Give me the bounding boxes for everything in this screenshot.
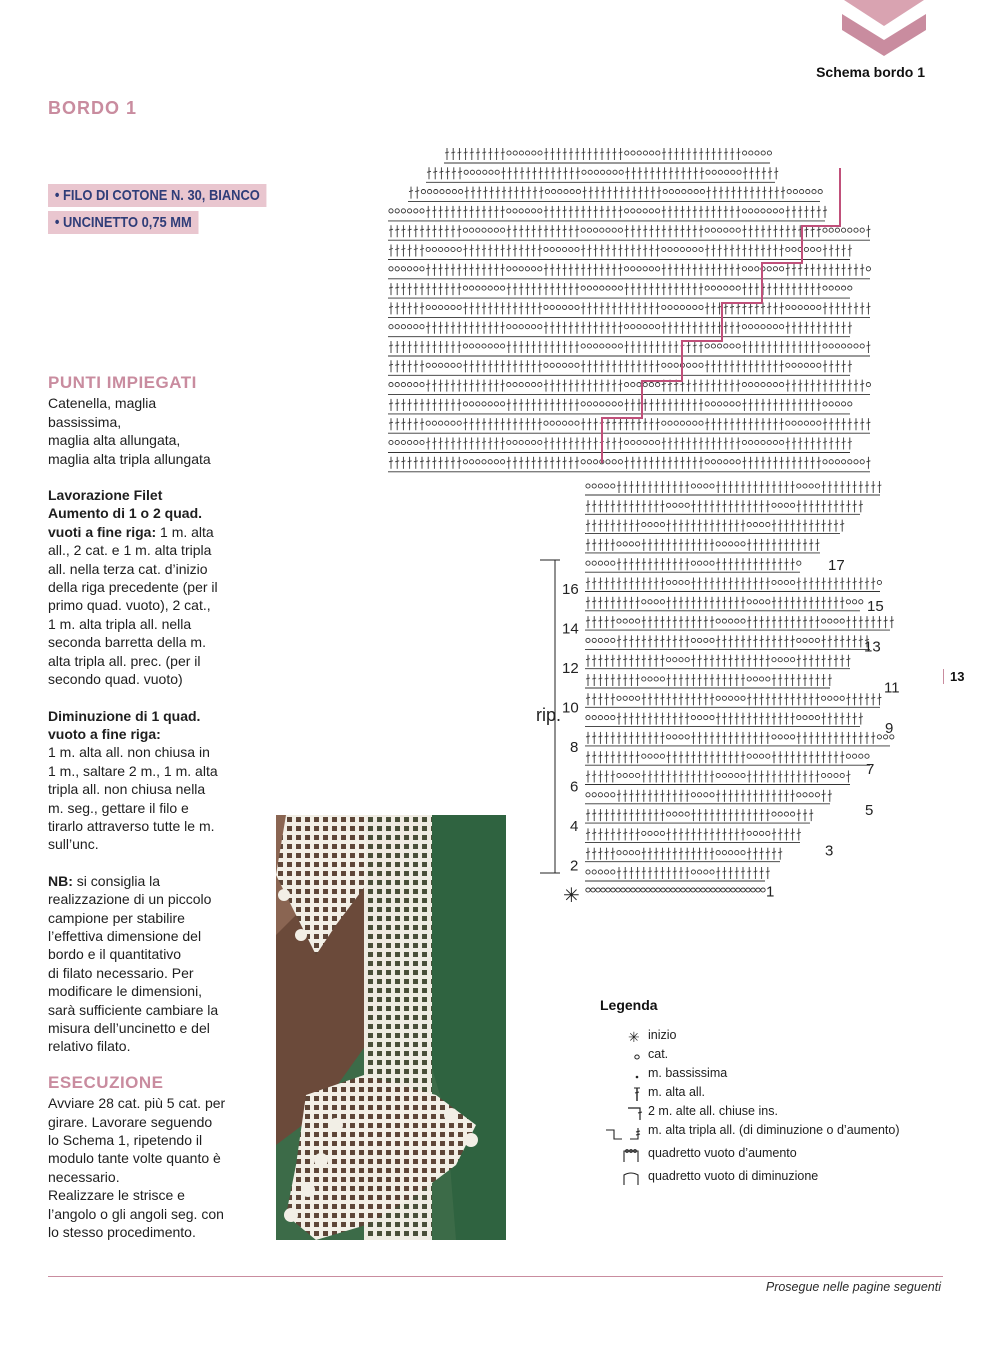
lavorazione-heading: Lavorazione Filet	[48, 487, 163, 504]
aumento-text: all., 2 cat. e 1 m. alta tripla all. nella terza cat. d’inizio della riga precedente (per il primo quad. vuoto), 2 cat., 1 m. alta tripla all. nella seconda barretta della m. alta tripla all. prec. (per il secondo quad. vuoto)	[48, 542, 218, 688]
material-hook: • UNCINETTO 0,75 MM	[48, 211, 199, 234]
dc2tog-icon	[600, 1103, 646, 1122]
row-number-right: 11	[884, 679, 900, 697]
aumento-subheading: vuoti a fine riga:	[48, 523, 157, 540]
legend	[600, 997, 900, 1187]
footer-divider	[48, 1276, 943, 1277]
material-yarn: • FILO DI COTONE N. 30, BIANCO	[48, 184, 267, 207]
aumento-text-start: 1 m. alta	[156, 523, 214, 540]
dc-icon	[600, 1084, 646, 1103]
row-number-right: 3	[825, 842, 834, 860]
diminuzione-section	[48, 707, 258, 854]
diminuzione-text: 1 m. alta all. non chiusa in 1 m., saltare 2 m., 1 m. alta tripla all. non chiusa nella m. seg., gettare il filo e tirarlo attraverso tutte le m. sull’unc.	[48, 744, 218, 853]
diminuzione-heading: Diminuzione di 1 quad. vuoto a fine riga:	[48, 707, 201, 742]
pattern-title: BORDO 1	[48, 98, 138, 118]
legend-item: m. alta all.	[600, 1084, 658, 1103]
esecuzione-title: ESECUZIONE	[48, 1072, 164, 1092]
lavorazione-section	[48, 486, 258, 688]
tr-icon	[600, 1122, 646, 1141]
dot-icon	[600, 1065, 646, 1084]
row-number-left: 14	[562, 620, 579, 638]
page-number: 13	[943, 669, 964, 684]
legend-item: m. bassissima	[600, 1065, 658, 1084]
row-number-right: 15	[867, 597, 884, 615]
legend-item: cat.	[600, 1046, 658, 1065]
chain-icon	[600, 1046, 646, 1065]
row-number-right: 1	[766, 883, 775, 901]
materials-list	[48, 184, 302, 238]
nb-text: si consiglia la realizzazione di un piccolo campione per stabilire l’effettiva dimensione del bordo e il quantitativo di filato necessario. Per modificare le dimensioni, sarà sufficiente cambiare la misura dell’uncinetto e del relativo filato.	[48, 872, 219, 1055]
legend-item: 2 m. alte all. chiuse ins.	[600, 1103, 658, 1122]
crochet-chart	[380, 138, 920, 908]
schema-title: Schema bordo 1	[816, 64, 925, 80]
legend-title: Legenda	[600, 997, 658, 1013]
repeat-label: rip.	[536, 705, 562, 725]
row-number-left: 12	[562, 660, 579, 677]
nb-section	[48, 872, 258, 1056]
start-symbol: ✳	[563, 885, 580, 907]
punti-text: Catenella, maglia bassissima, maglia alta allungata, maglia alta tripla allungata	[48, 395, 211, 467]
nb-label: NB:	[48, 872, 73, 889]
row-number-left: 8	[570, 739, 579, 756]
legend-item: quadretto vuoto d’aumento	[600, 1145, 658, 1164]
row-number-left: 10	[562, 699, 579, 717]
row-number-right: 5	[865, 801, 874, 819]
legend-item: quadretto vuoto di diminuzione	[600, 1168, 658, 1187]
decrease-square-icon	[600, 1168, 646, 1187]
asterisk-icon	[600, 1027, 646, 1046]
row-number-left: 2	[570, 857, 579, 875]
punti-title: PUNTI IMPIEGATI	[48, 373, 197, 392]
row-number-right: 9	[885, 720, 894, 738]
instructions-column	[48, 374, 258, 1241]
legend-item: m. alta tripla all. (di diminuzione o d’aumento)	[600, 1122, 658, 1141]
row-number-right: 7	[866, 761, 875, 778]
svg-text:✳: ✳	[628, 1030, 640, 1046]
row-number-right: 13	[864, 638, 881, 656]
row-number-left: 4	[570, 818, 579, 835]
increase-square-icon	[600, 1145, 646, 1164]
chevron-decoration-icon	[836, 0, 932, 60]
esecuzione-text: Avviare 28 cat. più 5 cat. per girare. Lavorare seguendo lo Schema 1, ripetendo il modulo tante volte quanto è necessario. Realizzare le strisce e l’angolo o gli angoli seg. con lo stesso procedimento.	[48, 1095, 226, 1241]
legend-item: ✳ inizio	[600, 1027, 658, 1046]
row-number-left: 6	[570, 778, 579, 796]
footer-text: Prosegue nelle pagine seguenti	[765, 1280, 941, 1294]
aumento-heading: Aumento di 1 o 2 quad.	[48, 505, 203, 522]
row-number-right: 17	[828, 557, 845, 574]
row-number-left: 16	[562, 581, 579, 598]
